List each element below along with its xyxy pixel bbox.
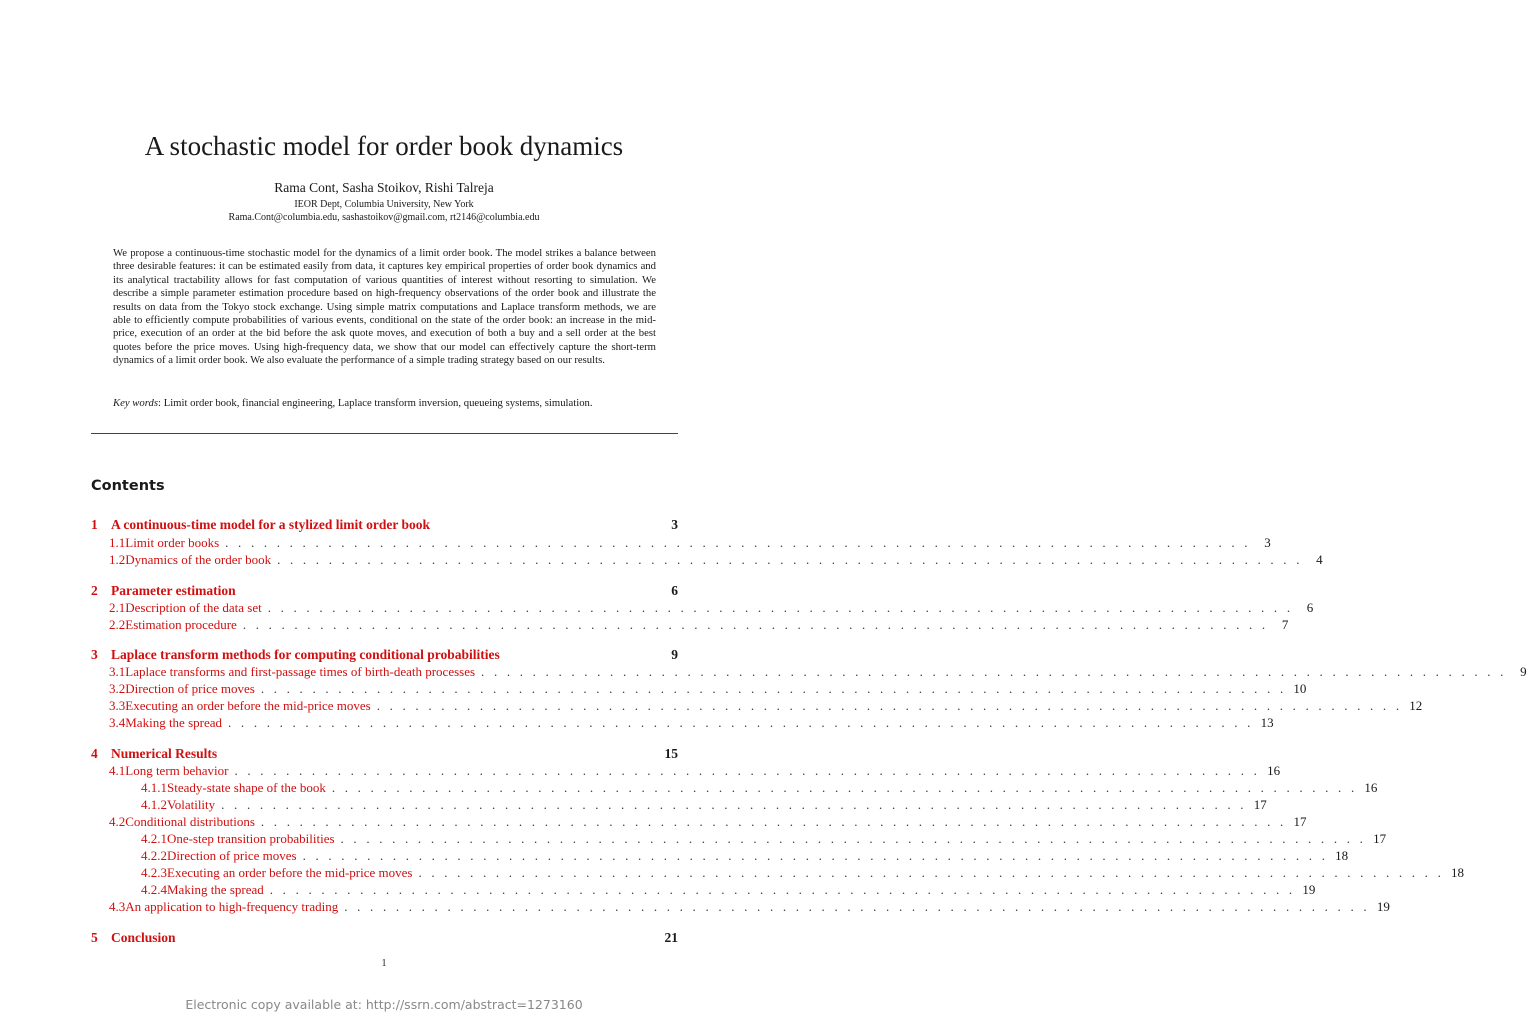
toc-number: 3.1 [109,664,126,679]
toc-subsection[interactable] [91,831,1387,848]
toc-leader-dots: . . . . . . . . . . . . . . . . . . . . . . . . . . . . . . . . . . . . . . . . . . . . . . . . . . . . . . . . . . . . . . . . . . . . . . . . . . . . . . . . [260,814,1287,829]
toc-leader-dots: . . . . . . . . . . . . . . . . . . . . . . . . . . . . . . . . . . . . . . . . . . . . . . . . . . . . . . . . . . . . . . . . . . . . . . . . . . . . . . . . [302,848,1329,863]
abstract: We propose a continuous-time stochastic model for the dynamics of a limit order book. The model strikes a balance between three desirable features: it can be estimated easily from data, it captures key empirical properties of order book dynamics and its analytical tractability allows for fast computation of various quantities of interest without resorting to simulation. We describe a simple parameter estimation procedure based on high-frequency observations of the order book and illustrate the results on data from the Tokyo stock exchange. Using simple matrix computations and Laplace transform methods, we are able to efficiently compute probabilities of various events, conditional on the state of the order book: an increase in the mid-price, execution of an order at the bid before the ask quote moves, and execution of both a buy and a sell order at the best quotes before the price moves. Using high-frequency data, we show that our model can effectively capture the short-term dynamics of a limit order book. We also evaluate the performance of a simple trading strategy based on our results. [113,247,656,367]
toc-number: 2 [91,583,98,598]
toc-leader-dots: . . . . . . . . . . . . . . . . . . . . . . . . . . . . . . . . . . . . . . . . . . . . . . . . . . . . . . . . . . . . . . . . . . . . . . . . . . . . . . . . [225,535,1251,550]
toc-leader-dots: . . . . . . . . . . . . . . . . . . . . . . . . . . . . . . . . . . . . . . . . . . . . . . . . . . . . . . . . . . . . . . . . . . . . . . . . . . . . . . . . [376,698,1403,713]
toc-title-link[interactable]: Conclusion [111,930,176,945]
toc-number: 4.1.1 [141,780,167,795]
toc-subsection[interactable] [91,780,1378,797]
toc-title-link[interactable]: An application to high-frequency trading [125,899,339,914]
toc-subsection[interactable] [91,715,1274,732]
toc-number: 1.2 [109,552,126,567]
toc-page-number: 6 [671,583,678,598]
toc-number: 2.1 [109,600,126,615]
toc-subsection[interactable] [91,814,1307,831]
toc-subsection[interactable] [91,698,1423,715]
toc-subsection[interactable] [91,535,1271,552]
toc-leader-dots: . . . . . . . . . . . . . . . . . . . . . . . . . . . . . . . . . . . . . . . . . . . . . . . . . . . . . . . . . . . . . . . . . . . . . . . . . . . . . . . . [242,617,1269,632]
toc-leader-dots: . . . . . . . . . . . . . . . . . . . . . . . . . . . . . . . . . . . . . . . . . . . . . . . . . . . . . . . . . . . . . . . . . . . . . . . . . . . . . . . . [340,831,1367,846]
toc-page-number: 19 [1376,899,1390,914]
toc-number: 3 [91,647,98,662]
toc-title-link[interactable]: Parameter estimation [111,583,236,598]
toc-page-number: 7 [1281,617,1289,632]
toc-page-number: 18 [1335,848,1349,863]
toc-page-number: 15 [664,746,678,761]
toc-subsection[interactable] [91,664,1527,681]
toc-title-link[interactable]: Laplace transform methods for computing conditional probabilities [111,647,500,662]
toc-page-number: 9 [671,647,678,662]
toc-title-link[interactable]: Dynamics of the order book [125,552,272,567]
toc-number: 4.1 [109,763,126,778]
toc-title-link[interactable]: Numerical Results [111,746,218,761]
toc-title-link[interactable]: Conditional distributions [125,814,255,829]
toc-page-number: 18 [1451,865,1465,880]
toc-leader-dots: . . . . . . . . . . . . . . . . . . . . . . . . . . . . . . . . . . . . . . . . . . . . . . . . . . . . . . . . . . . . . . . . . . . . . . . . . . . . . . . . [267,600,1294,615]
toc-subsection[interactable] [91,899,1390,916]
toc-page-number: 3 [671,517,678,532]
toc-subsection[interactable] [91,617,1289,634]
toc-title-link[interactable]: Making the spread [125,715,223,730]
toc-page-number: 16 [1267,763,1281,778]
toc-title-link[interactable]: Description of the data set [125,600,262,615]
toc-title-link[interactable]: Laplace transforms and first-passage times of birth-death processes [125,664,476,679]
toc-title-link[interactable]: Steady-state shape of the book [167,780,326,795]
contents-heading: Contents [91,478,165,494]
toc-number: 3.4 [109,715,126,730]
toc-page-number: 17 [1293,814,1307,829]
toc-subsection[interactable] [91,848,1349,865]
toc-section[interactable] [91,930,678,947]
page-number: 1 [381,958,387,969]
ssrn-footer[interactable]: Electronic copy available at: http://ssrn.com/abstract=1273160 [185,997,583,1012]
keywords-label: Key words [113,397,159,409]
toc-number: 4.2.3 [141,865,167,880]
toc-number: 4 [91,746,98,761]
toc-title-link[interactable]: Executing an order before the mid-price moves [167,865,413,880]
toc-page-number: 9 [1520,664,1527,679]
toc-section[interactable] [91,517,678,534]
toc-leader-dots: . . . . . . . . . . . . . . . . . . . . . . . . . . . . . . . . . . . . . . . . . . . . . . . . . . . . . . . . . . . . . . . . . . . . . . . . . . . . . . . . [418,865,1445,880]
toc-subsection[interactable] [91,763,1281,780]
toc-subsection[interactable] [91,797,1267,814]
toc-number: 4.2.1 [141,831,167,846]
toc-title-link[interactable]: A continuous-time model for a stylized limit order book [111,517,430,532]
toc-title-link[interactable]: Direction of price moves [125,681,255,696]
toc-number: 4.1.2 [141,797,167,812]
toc-page-number: 21 [664,930,678,945]
toc-leader-dots: . . . . . . . . . . . . . . . . . . . . . . . . . . . . . . . . . . . . . . . . . . . . . . . . . . . . . . . . . . . . . . . . . . . . . . . . . . . . . . . . [481,664,1507,679]
toc-subsection[interactable] [91,552,1323,569]
author-emails: Rama.Cont@columbia.edu, sashastoikov@gmail.com, rt2146@columbia.edu [228,212,540,223]
toc-number: 1.1 [109,535,126,550]
toc-subsection[interactable] [91,600,1314,617]
toc-leader-dots: . . . . . . . . . . . . . . . . . . . . . . . . . . . . . . . . . . . . . . . . . . . . . . . . . . . . . . . . . . . . . . . . . . . . . . . . . . . . . . . . [344,899,1370,914]
toc-subsection[interactable] [91,882,1316,899]
toc-page-number: 16 [1364,780,1378,795]
toc-leader-dots: . . . . . . . . . . . . . . . . . . . . . . . . . . . . . . . . . . . . . . . . . . . . . . . . . . . . . . . . . . . . . . . . . . . . . . . . . . . . . . . . [234,763,1261,778]
toc-title-link[interactable]: Making the spread [167,882,264,897]
toc-subsection[interactable] [91,865,1465,882]
keywords: Key words: Limit order book, financial engineering, Laplace transform inversion, queueing systems, simulation. [113,397,593,409]
toc-number: 4.2.4 [141,882,167,897]
toc-page-number: 10 [1293,681,1307,696]
toc-title-link[interactable]: Long term behavior [125,763,229,778]
toc-title-link[interactable]: Volatility [167,797,216,812]
toc-page-number: 13 [1260,715,1274,730]
toc-page-number: 12 [1409,698,1423,713]
toc-section[interactable] [91,583,678,600]
toc-title-link[interactable]: One-step transition probabilities [167,831,335,846]
toc-section[interactable] [91,647,678,664]
toc-number: 3.2 [109,681,126,696]
toc-number: 4.3 [109,899,126,914]
toc-title-link[interactable]: Direction of price moves [167,848,297,863]
toc-section[interactable] [91,746,678,763]
toc-leader-dots: . . . . . . . . . . . . . . . . . . . . . . . . . . . . . . . . . . . . . . . . . . . . . . . . . . . . . . . . . . . . . . . . . . . . . . . . . . . . . . . . [269,882,1296,897]
toc-number: 4.2.2 [141,848,167,863]
toc-leader-dots: . . . . . . . . . . . . . . . . . . . . . . . . . . . . . . . . . . . . . . . . . . . . . . . . . . . . . . . . . . . . . . . . . . . . . . . . . . . . . . . . [221,797,1247,812]
toc-page-number: 6 [1306,600,1314,615]
toc-title-link[interactable]: Executing an order before the mid-price moves [125,698,371,713]
toc-page-number: 17 [1373,831,1387,846]
toc-page-number: 17 [1253,797,1267,812]
paper-title: A stochastic model for order book dynamics [144,131,624,161]
toc-title-link[interactable]: Limit order books [125,535,220,550]
author-list: Rama Cont, Sasha Stoikov, Rishi Talreja [274,180,494,195]
toc-page-number: 3 [1264,535,1271,550]
toc-subsection[interactable] [91,681,1307,698]
toc-number: 3.3 [109,698,126,713]
toc-title-link[interactable]: Estimation procedure [125,617,237,632]
toc-number: 1 [91,517,98,532]
toc-page-number: 4 [1316,552,1323,567]
toc-number: 2.2 [109,617,126,632]
toc-number: 5 [91,930,98,945]
toc-leader-dots: . . . . . . . . . . . . . . . . . . . . . . . . . . . . . . . . . . . . . . . . . . . . . . . . . . . . . . . . . . . . . . . . . . . . . . . . . . . . . . . . [277,552,1303,567]
section-divider [91,433,678,434]
keywords-text: Limit order book, financial engineering, Laplace transform inversion, queueing systems, simulation. [163,397,593,409]
toc-leader-dots: . . . . . . . . . . . . . . . . . . . . . . . . . . . . . . . . . . . . . . . . . . . . . . . . . . . . . . . . . . . . . . . . . . . . . . . . . . . . . . . . [331,780,1358,795]
toc-leader-dots: . . . . . . . . . . . . . . . . . . . . . . . . . . . . . . . . . . . . . . . . . . . . . . . . . . . . . . . . . . . . . . . . . . . . . . . . . . . . . . . . [260,681,1287,696]
toc-number: 4.2 [109,814,126,829]
affiliation: IEOR Dept, Columbia University, New York [294,199,474,210]
toc-leader-dots: . . . . . . . . . . . . . . . . . . . . . . . . . . . . . . . . . . . . . . . . . . . . . . . . . . . . . . . . . . . . . . . . . . . . . . . . . . . . . . . . [228,715,1254,730]
toc-page-number: 19 [1302,882,1316,897]
